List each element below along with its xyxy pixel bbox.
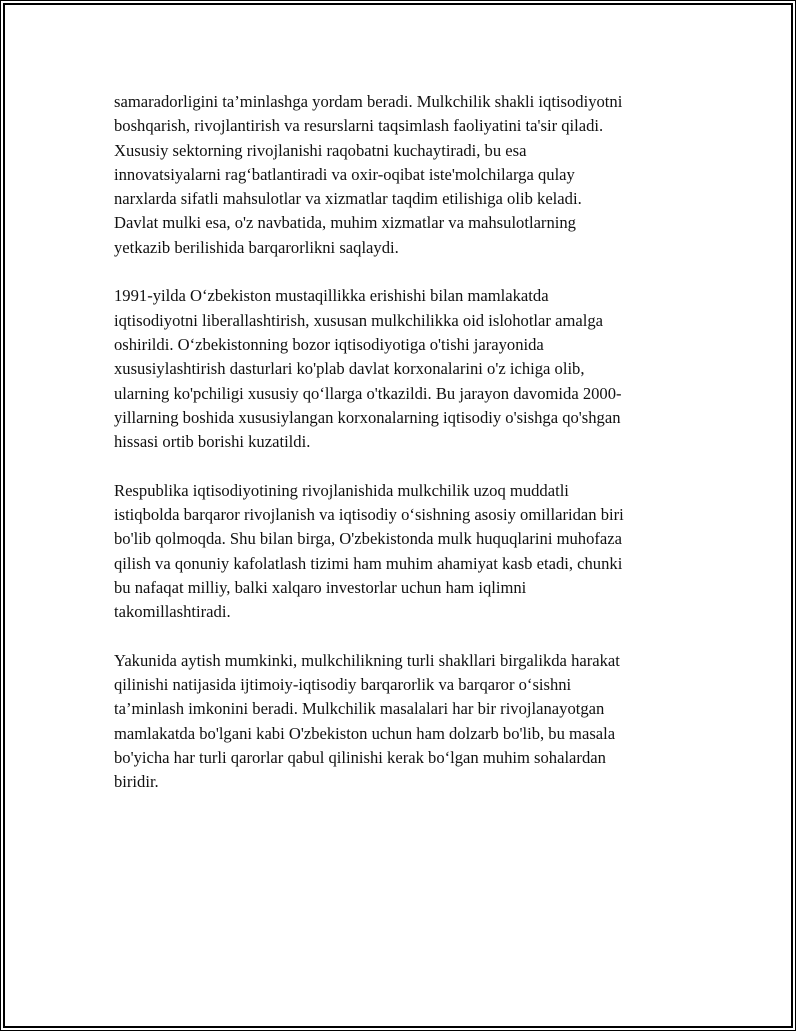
paragraph-2 <box>114 284 686 454</box>
document-body <box>114 90 686 819</box>
text-line: Davlat mulki esa, o'z navbatida, muhim xizmatlar va mahsulotlarning <box>114 213 576 233</box>
paragraph-1 <box>114 90 686 260</box>
text-line: hissasi ortib borishi kuzatildi. <box>114 432 311 452</box>
text-line: ta’minlash imkonini beradi. Mulkchilik masalalari har bir rivojlanayotgan <box>114 699 605 719</box>
text-line: samaradorligini ta’minlashga yordam beradi. Mulkchilik shakli iqtisodiyotni <box>114 92 623 111</box>
text-line: qilinishi natijasida ijtimoiy-iqtisodiy barqarorlik va barqaror o‘sishni <box>114 675 572 695</box>
text-line: bo'yicha har turli qarorlar qabul qilinishi kerak bo‘lgan muhim sohalardan <box>114 748 606 768</box>
paragraph-3 <box>114 479 686 625</box>
text-line: iqtisodiyotni liberallashtirish, xususan mulkchilikka oid islohotlar amalga <box>114 310 603 330</box>
text-line: Yakunida aytish mumkinki, mulkchilikning turli shakllari birgalikda harakat <box>114 650 620 670</box>
text-line: oshirildi. O‘zbekistonning bozor iqtisodiyotiga o'tishi jarayonida <box>114 334 544 354</box>
text-line: narxlarda sifatli mahsulotlar va xizmatlar taqdim etilishiga olib keladi. <box>114 189 582 209</box>
text-line: yetkazib berilishida barqarorlikni saqlaydi. <box>114 237 399 257</box>
text-line: yillarning boshida xususiylangan korxonalarning iqtisodiy o'sishga qo'shgan <box>114 407 621 427</box>
text-line: istiqbolda barqaror rivojlanish va iqtisodiy o‘sishning asosiy omillaridan biri <box>114 505 624 525</box>
text-line: ularning ko'pchiligi xususiy qo‘llarga o'tkazildi. Bu jarayon davomida 2000- <box>114 383 622 403</box>
text-line: Xususiy sektorning rivojlanishi raqobatni kuchaytiradi, bu esa <box>114 140 527 160</box>
text-line: boshqarish, rivojlantirish va resurslarni taqsimlash faoliyatini ta'sir qiladi. <box>114 116 604 136</box>
paragraph-4 <box>114 649 686 795</box>
text-line: takomillashtiradi. <box>114 602 231 622</box>
text-line: bo'lib qolmoqda. Shu bilan birga, O'zbekistonda mulk huquqlarini muhofaza <box>114 529 623 549</box>
text-line: qilish va qonuniy kafolatlash tizimi ham muhim ahamiyat kasb etadi, chunki <box>114 553 623 573</box>
text-line: 1991-yilda O‘zbekiston mustaqillikka erishishi bilan mamlakatda <box>114 286 549 306</box>
text-line: innovatsiyalarni rag‘batlantiradi va oxir-oqibat iste'molchilarga qulay <box>114 164 575 184</box>
text-line: bu nafaqat milliy, balki xalqaro investorlar uchun ham iqlimni <box>114 577 527 597</box>
text-line: xususiylashtirish dasturlari ko'plab davlat korxonalarini o'z ichiga olib, <box>114 359 585 379</box>
text-line: Respublika iqtisodiyotining rivojlanishida mulkchilik uzoq muddatli <box>114 480 569 500</box>
text-line: mamlakatda bo'lgani kabi O'zbekiston uchun ham dolzarb bo'lib, bu masala <box>114 723 616 743</box>
text-line: biridir. <box>114 772 159 792</box>
